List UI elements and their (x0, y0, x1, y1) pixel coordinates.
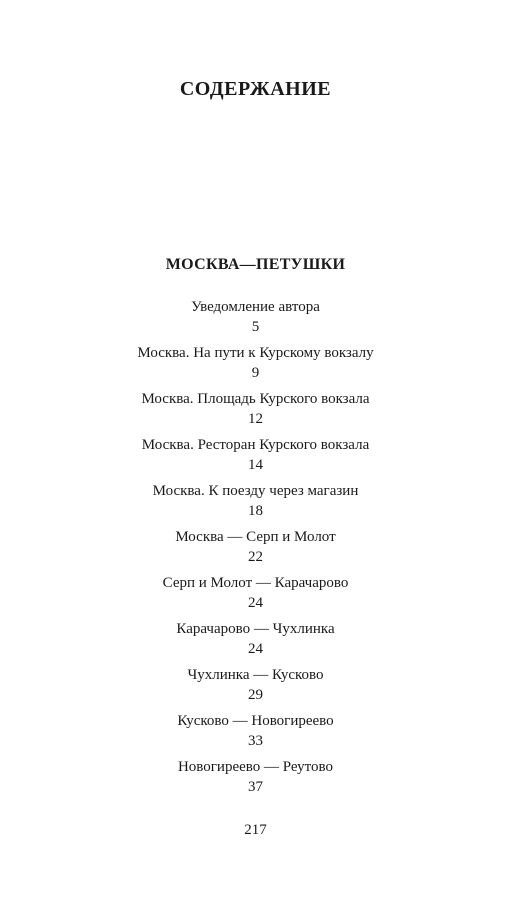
toc-entry-title: Карачарово — Чухлинка (176, 621, 335, 637)
toc-entry (0, 343, 511, 389)
toc-entry (0, 527, 511, 573)
toc-entry (0, 481, 511, 527)
toc-entry-page: 9 (251, 365, 260, 381)
section-title: МОСКВА—ПЕТУШКИ (165, 256, 346, 273)
toc-entry-title: Кусково — Новогиреево (177, 713, 334, 729)
toc-entry-page: 12 (248, 411, 263, 427)
toc-entry-page: 5 (251, 319, 260, 335)
toc-entry (0, 573, 511, 619)
toc-entry-page: 33 (248, 733, 263, 749)
toc-entry (0, 619, 511, 665)
toc-entry-title: Серп и Молот — Карачарово (162, 575, 349, 591)
page-title: СОДЕРЖАНИЕ (179, 78, 332, 100)
toc-entry-title: Москва. Площадь Курского вокзала (141, 391, 370, 407)
toc-entry-page: 22 (248, 549, 263, 565)
toc-entry-page: 37 (248, 779, 263, 795)
toc-entry (0, 297, 511, 343)
toc-entry-title: Уведомление автора (191, 299, 320, 315)
toc-entry (0, 757, 511, 803)
toc-entry-page: 18 (248, 503, 263, 519)
toc-entry-page: 24 (248, 641, 263, 657)
table-of-contents (0, 297, 511, 803)
toc-entry (0, 435, 511, 481)
page-number: 217 (244, 822, 267, 838)
toc-entry (0, 711, 511, 757)
toc-entry-title: Москва. На пути к Курскому вокзалу (137, 345, 374, 361)
toc-entry-page: 24 (248, 595, 263, 611)
toc-entry-page: 29 (248, 687, 263, 703)
toc-entry (0, 665, 511, 711)
toc-entry-page: 14 (248, 457, 263, 473)
toc-entry-title: Москва. Ресторан Курского вокзала (141, 437, 370, 453)
toc-entry-title: Новогиреево — Реутово (177, 759, 334, 775)
toc-entry (0, 389, 511, 435)
toc-entry-title: Москва. К поезду через магазин (152, 483, 359, 499)
toc-entry-title: Москва — Серп и Молот (175, 529, 336, 545)
toc-entry-title: Чухлинка — Кусково (187, 667, 324, 683)
